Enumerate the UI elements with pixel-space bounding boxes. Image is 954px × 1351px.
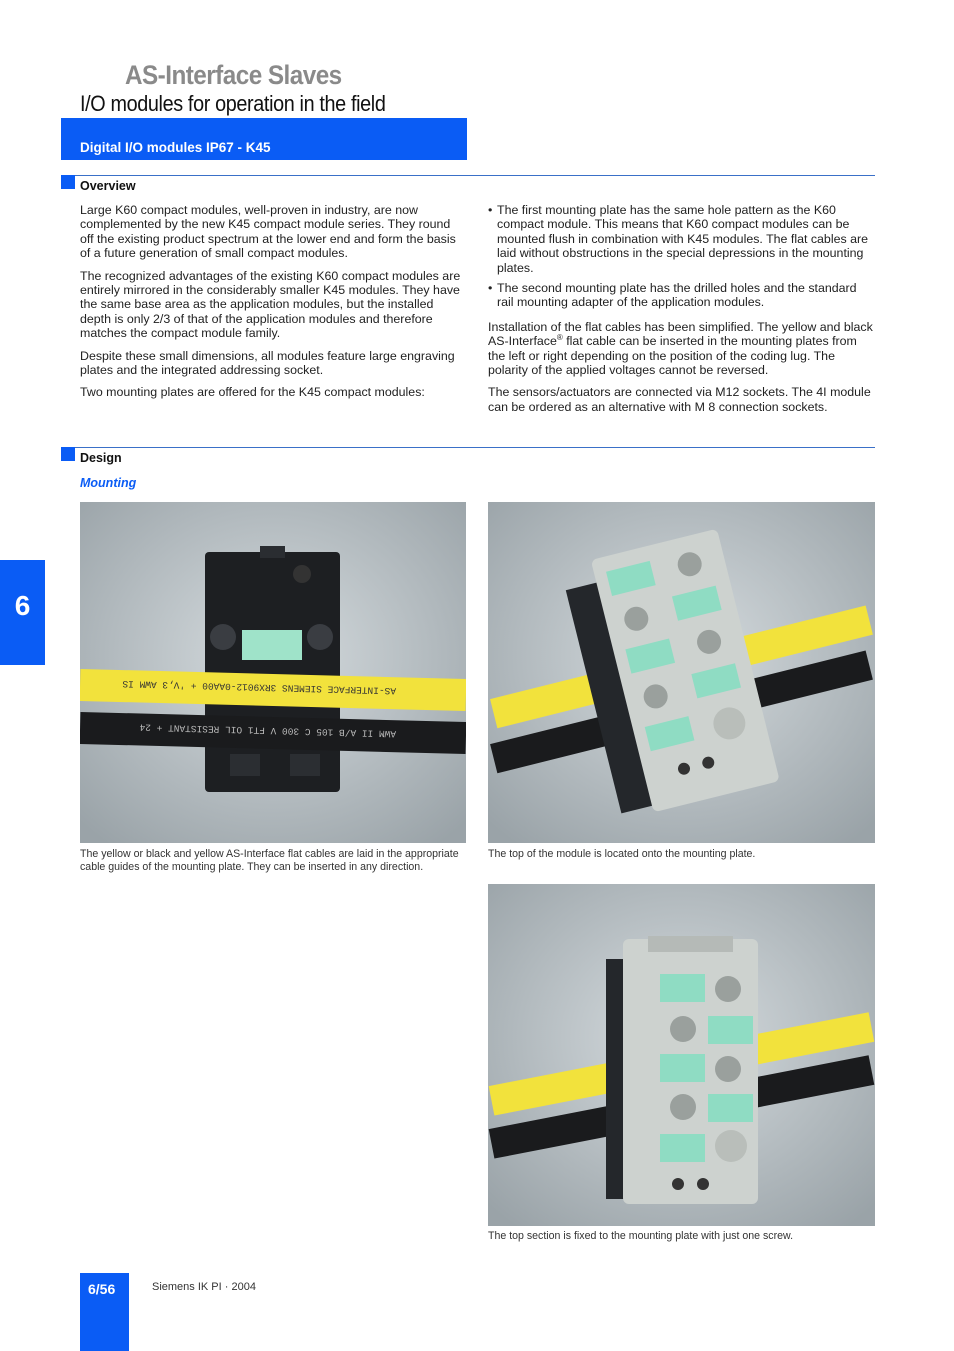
- bullet-text: The second mounting plate has the drilled holes and the standard rail mounting adapter of the application modules.: [497, 281, 857, 310]
- installation-paragraph: [488, 320, 876, 378]
- module-placement-illustration: [488, 502, 875, 843]
- bullet-text: The first mounting plate has the same hole pattern as the K60 compact module. This means that K60 compact modules can be mounted flush in combination with K45 modules. The flat cables are laid without obstructions in the special depressions in the mounting plates.: [497, 203, 869, 275]
- bullet-dot-icon: •: [488, 203, 493, 217]
- page-number: 6/56: [88, 1281, 116, 1297]
- module-fixed-illustration: [488, 884, 875, 1226]
- overview-right-column: [488, 203, 876, 422]
- black-cable-print: AWM II A/B 105 C 300 V FT1 OIL RESISTANT + 24: [139, 721, 397, 740]
- photo-caption: The top of the module is located onto the mounting plate.: [488, 848, 756, 860]
- overview-paragraph: Despite these small dimensions, all modules feature large engraving plates and the integrated addressing socket.: [80, 348, 455, 378]
- design-rule: [61, 447, 875, 448]
- sensors-paragraph: The sensors/actuators are connected via M12 sockets. The 4I module can be ordered as an alternative with M 8 connection sockets.: [488, 385, 871, 414]
- chapter-tab: [0, 560, 45, 665]
- chapter-number: 6: [14, 590, 31, 621]
- module-placement-photo: [488, 502, 875, 843]
- mounting-plate-illustration: [80, 502, 466, 843]
- installation-text-end: flat cable can be inserted in the mounting plates from the left or right depending on the position of the coding lug. The polarity of the applied voltages cannot be reversed.: [488, 334, 857, 378]
- bullet-item: [488, 203, 876, 275]
- bullet-dot-icon: •: [488, 281, 493, 296]
- overview-heading: Overview: [80, 179, 136, 193]
- overview-paragraph: Two mounting plates are offered for the K45 compact modules:: [80, 385, 425, 400]
- overview-rule: [61, 175, 875, 176]
- design-marker: [61, 447, 75, 461]
- footer-publication: Siemens IK PI · 2004: [152, 1281, 256, 1293]
- photo-caption: The top section is fixed to the mounting plate with just one screw.: [488, 1230, 794, 1242]
- mounting-subheading: Mounting: [80, 476, 137, 490]
- page-subtitle: I/O modules for operation in the field: [80, 91, 386, 116]
- mounting-plate-photo: [80, 502, 466, 843]
- design-heading: Design: [80, 451, 122, 465]
- installation-text-start: Installation of the flat cables has been simplified. The yellow and black AS-Interface: [488, 319, 873, 349]
- registered-mark: ®: [556, 333, 563, 343]
- overview-paragraph: The recognized advantages of the existing K60 compact modules are entirely mirrored in the considerably smaller K45 modules. They have the same base area as the application modules, but the installed depth is only 2/3 of that of the application modules and therefore matches the compact module family.: [80, 268, 461, 341]
- overview-marker: [61, 175, 75, 189]
- overview-left-column: [80, 203, 467, 408]
- page-title: AS-Interface Slaves: [125, 60, 342, 90]
- photo-caption: The yellow or black and yellow AS-Interface flat cables are laid in the appropriate cable guides of the mounting plate. They can be inserted in any direction.: [80, 848, 459, 873]
- overview-paragraph: Large K60 compact modules, well-proven in industry, are now complemented by the new K45 compact module series. They round off the existing product spectrum at the lower end and form the basis of a future generation of small compact modules.: [80, 203, 456, 261]
- bullet-item: [488, 281, 876, 310]
- section-banner-title: Digital I/O modules IP67 - K45: [80, 140, 271, 155]
- yellow-cable-print: AS-INTERFACE SIEMENS 3RX9012-0AA00 + 'V,3 AWM IS: [122, 678, 397, 697]
- module-fixed-photo: [488, 884, 875, 1226]
